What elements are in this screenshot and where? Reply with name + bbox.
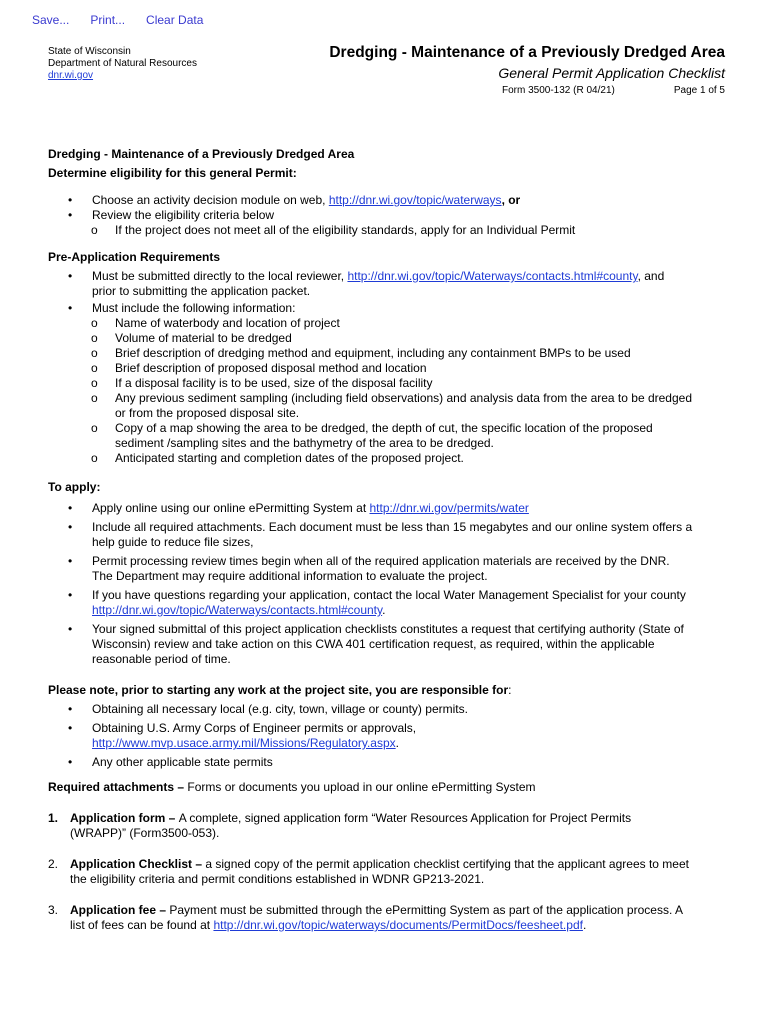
eligibility-list bbox=[48, 193, 728, 238]
feesheet-link[interactable]: http://dnr.wi.gov/topic/waterways/documents/PermitDocs/feesheet.pdf bbox=[213, 918, 583, 932]
agency-department: Department of Natural Resources bbox=[48, 58, 197, 69]
item-text: The Department may require additional information to evaluate the project. bbox=[92, 569, 488, 583]
attachment-item bbox=[48, 857, 728, 887]
item-text: reasonable period of time. bbox=[92, 652, 231, 666]
item-text: a signed copy of the permit application checklist certifying that the applicant agrees to meet bbox=[205, 857, 689, 871]
item-text: prior to submitting the application packet. bbox=[92, 284, 311, 298]
list-item bbox=[48, 520, 728, 550]
preapp-list bbox=[48, 269, 728, 466]
item-text: (WRAPP)” (Form3500-053). bbox=[70, 826, 220, 840]
item-suffix: , or bbox=[501, 193, 521, 207]
item-text: Copy of a map showing the area to be dredged, the depth of cut, the specific location of the proposed bbox=[115, 421, 653, 435]
form-toolbar bbox=[32, 13, 203, 27]
list-item bbox=[48, 622, 728, 667]
item-text: Your signed submittal of this project application checklists constitutes a request that certifying authority (State of bbox=[92, 622, 684, 636]
item-text: Permit processing review times begin when all of the required application materials are received by the DNR. bbox=[92, 554, 670, 568]
clear-data-button[interactable]: Clear Data bbox=[146, 13, 204, 27]
list-item bbox=[48, 588, 728, 618]
sub-list-item: o Brief description of dredging method and equipment, including any containment BMPs to be used bbox=[48, 346, 728, 361]
list-item bbox=[48, 269, 728, 299]
item-text: the eligibility criteria and permit conditions established in WDNR GP213-2021. bbox=[70, 872, 485, 886]
note-heading bbox=[48, 683, 728, 698]
item-text: Obtaining U.S. Army Corps of Engineer permits or approvals, bbox=[92, 721, 417, 735]
epermitting-link[interactable]: http://dnr.wi.gov/permits/water bbox=[369, 501, 529, 515]
eligibility-heading: Determine eligibility for this general Permit: bbox=[48, 166, 297, 180]
item-suffix: . bbox=[395, 736, 399, 750]
item-text: Wisconsin) review and take action on this CWA 401 certification request, as required, within the applicable bbox=[92, 637, 655, 651]
sub-list-item: o If a disposal facility is to be used, size of the disposal facility bbox=[48, 376, 728, 391]
item-text: A complete, signed application form “Water Resources Application for Project Permits bbox=[178, 811, 632, 825]
item-number: 1. bbox=[48, 811, 59, 825]
print-button[interactable]: Print... bbox=[90, 13, 126, 27]
attachments-heading-rest: Forms or documents you upload in our online ePermitting System bbox=[187, 780, 536, 794]
list-item bbox=[48, 193, 728, 208]
item-text: If you have questions regarding your application, contact the local Water Management Specialist for your county bbox=[92, 588, 686, 602]
item-label: Application fee – bbox=[70, 903, 170, 917]
item-text: Apply online using our online ePermitting System at bbox=[92, 501, 370, 515]
item-label: Application form – bbox=[70, 811, 179, 825]
item-number: 2. bbox=[48, 857, 59, 871]
list-item bbox=[48, 554, 728, 584]
attachments-list bbox=[48, 811, 728, 933]
list-item bbox=[48, 501, 728, 516]
page-title: Dredging - Maintenance of a Previously Dredged Area bbox=[329, 44, 725, 61]
list-item: • Review the eligibility criteria below bbox=[48, 208, 728, 223]
agency-block bbox=[48, 46, 197, 82]
attachment-item bbox=[48, 903, 728, 933]
apply-list bbox=[48, 501, 728, 667]
list-item: • Any other applicable state permits bbox=[48, 755, 728, 770]
item-suffix: . bbox=[382, 603, 386, 617]
preapp-heading: Pre-Application Requirements bbox=[48, 250, 221, 264]
save-button[interactable]: Save... bbox=[32, 13, 70, 27]
item-text: Any previous sediment sampling (including field observations) and analysis data from the area to be dredged bbox=[115, 391, 692, 405]
item-suffix: . bbox=[582, 918, 587, 932]
item-text: or from the proposed disposal site. bbox=[115, 406, 300, 420]
section-title: Dredging - Maintenance of a Previously Dredged Area bbox=[48, 147, 355, 161]
item-text: Choose an activity decision module on web, bbox=[92, 193, 329, 207]
usace-regulatory-link[interactable]: http://www.mvp.usace.army.mil/Missions/Regulatory.aspx bbox=[92, 736, 396, 750]
document-body bbox=[48, 147, 728, 933]
item-label: Application Checklist – bbox=[70, 857, 206, 871]
list-item: • Must include the following information: bbox=[48, 301, 728, 316]
note-list bbox=[48, 702, 728, 770]
item-number: 3. bbox=[48, 903, 59, 917]
water-specialist-contacts-link[interactable]: http://dnr.wi.gov/topic/Waterways/contacts.html#county bbox=[92, 603, 383, 617]
item-text: list of fees can be found at bbox=[70, 918, 214, 932]
sub-list-item: o If the project does not meet all of the eligibility standards, apply for an Individual Permit bbox=[48, 223, 728, 238]
item-text: Include all required attachments. Each document must be less than 15 megabytes and our online system offers a bbox=[92, 520, 693, 534]
note-heading-colon: : bbox=[508, 683, 512, 697]
page-subtitle: General Permit Application Checklist bbox=[498, 65, 725, 81]
attachment-item bbox=[48, 811, 728, 841]
sub-list-item: o Name of waterbody and location of project bbox=[48, 316, 728, 331]
item-text: sediment /sampling sites and the bathymetry of the area to be dredged. bbox=[115, 436, 494, 450]
item-text: Must be submitted directly to the local reviewer, bbox=[92, 269, 348, 283]
sub-list-item bbox=[48, 391, 728, 421]
agency-website-link[interactable]: dnr.wi.gov bbox=[48, 70, 94, 81]
sub-list-item: o Anticipated starting and completion dates of the proposed project. bbox=[48, 451, 728, 466]
apply-heading: To apply: bbox=[48, 480, 101, 494]
waterways-link[interactable]: http://dnr.wi.gov/topic/waterways bbox=[328, 193, 502, 207]
item-text: Payment must be submitted through the ePermitting System as part of the application process. A bbox=[169, 903, 683, 917]
note-heading-text: Please note, prior to starting any work at the project site, you are responsible for bbox=[48, 683, 509, 697]
agency-state: State of Wisconsin bbox=[48, 46, 131, 57]
item-suffix: , and bbox=[637, 269, 665, 283]
list-item: • Obtaining all necessary local (e.g. city, town, village or county) permits. bbox=[48, 702, 728, 717]
attachments-heading bbox=[48, 780, 728, 795]
attachments-heading-bold: Required attachments – bbox=[48, 780, 188, 794]
sub-list-item bbox=[48, 421, 728, 451]
list-item bbox=[48, 721, 728, 751]
form-number: Form 3500-132 (R 04/21) bbox=[502, 85, 615, 96]
page-number: Page 1 of 5 bbox=[673, 85, 725, 96]
sub-list-item: o Volume of material to be dredged bbox=[48, 331, 728, 346]
sub-list-item: o Brief description of proposed disposal method and location bbox=[48, 361, 728, 376]
item-text: help guide to reduce file sizes, bbox=[92, 535, 254, 549]
contacts-link[interactable]: http://dnr.wi.gov/topic/Waterways/contacts.html#county bbox=[347, 269, 638, 283]
